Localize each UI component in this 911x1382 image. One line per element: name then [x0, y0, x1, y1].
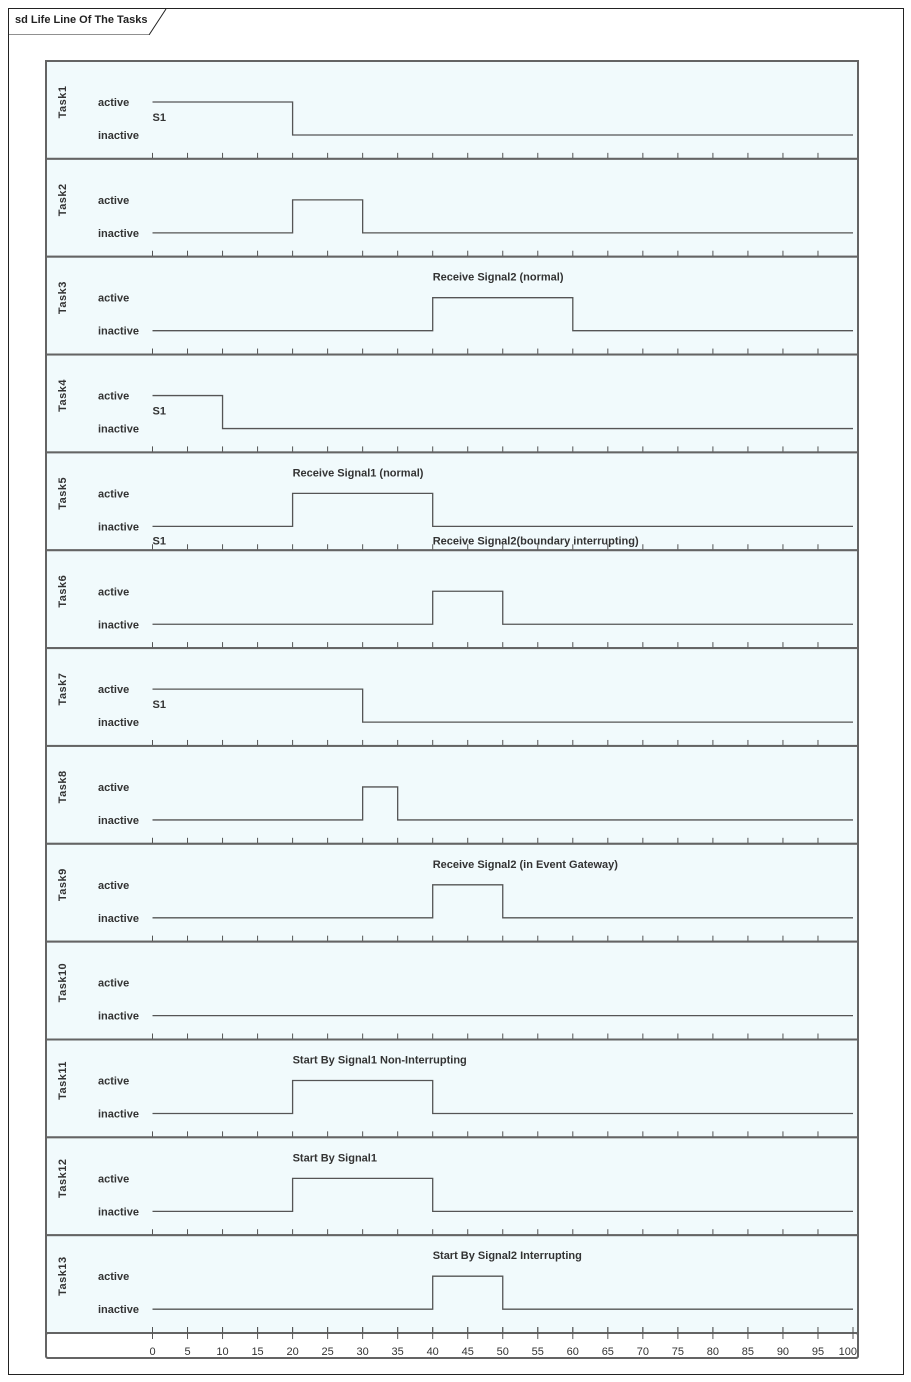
state-label-inactive: inactive — [98, 1304, 139, 1317]
axis-tick-label: 15 — [251, 1346, 264, 1359]
lifeline-task9 — [46, 844, 858, 942]
lifeline-task1 — [46, 61, 858, 159]
lifeline-name: Task11 — [56, 1060, 69, 1100]
state-label-active: active — [98, 390, 130, 403]
state-label-active: active — [98, 684, 130, 697]
lifeline-name: Task8 — [56, 770, 69, 804]
lifeline-name: Task13 — [56, 1256, 69, 1296]
message-label: Receive Signal2 (in Event Gateway) — [432, 858, 618, 871]
state-label-active: active — [98, 97, 130, 109]
state-label-inactive: inactive — [98, 912, 139, 925]
axis-band — [46, 1333, 858, 1358]
axis-tick-label: 70 — [636, 1346, 649, 1359]
message-label: Start By Signal1 — [292, 1152, 377, 1165]
state-label-active: active — [98, 977, 130, 990]
state-label-inactive: inactive — [98, 1206, 139, 1219]
axis-tick-label: 65 — [601, 1346, 614, 1359]
message-label: Start By Signal2 Interrupting — [432, 1250, 582, 1263]
lifeline-lanes — [46, 61, 858, 1358]
lifeline-task7 — [46, 648, 858, 746]
message-label: Start By Signal1 Non-Interrupting — [292, 1054, 467, 1067]
axis-tick-label: 30 — [356, 1346, 369, 1359]
message-label: S1 — [152, 405, 166, 418]
lifeline-name: Task3 — [56, 281, 69, 315]
message-label: S1 — [152, 699, 166, 712]
lifeline-task4 — [46, 355, 858, 453]
axis-tick-label: 100 — [838, 1346, 857, 1359]
lifeline-task13 — [46, 1235, 858, 1333]
lifeline-name: Task7 — [56, 672, 69, 706]
state-label-active: active — [98, 1173, 130, 1186]
state-label-inactive: inactive — [98, 521, 139, 534]
state-label-inactive: inactive — [98, 423, 139, 436]
axis-tick-label: 50 — [496, 1346, 509, 1359]
state-label-active: active — [98, 194, 130, 207]
lifeline-lane — [46, 61, 858, 159]
lifeline-task3 — [46, 257, 858, 355]
axis-tick-label: 45 — [461, 1346, 474, 1359]
lifeline-task10 — [46, 942, 858, 1040]
lifeline-task5 — [46, 452, 858, 550]
axis-tick-label: 35 — [391, 1346, 404, 1359]
axis-tick-label: 95 — [811, 1346, 825, 1359]
axis-tick-label: 75 — [671, 1346, 684, 1359]
message-label: Receive Signal2 (normal) — [432, 271, 564, 284]
axis-tick-label: 80 — [706, 1346, 720, 1359]
state-label-active: active — [98, 879, 130, 892]
lifeline-lane — [46, 746, 858, 844]
lifeline-name: Task5 — [56, 476, 69, 510]
axis-tick-label: 55 — [531, 1346, 544, 1359]
axis-tick-label: 60 — [566, 1346, 579, 1359]
axis-tick-label: 10 — [216, 1346, 229, 1359]
lifeline-lane — [46, 355, 858, 453]
lifeline-name: Task12 — [56, 1158, 69, 1199]
state-label-inactive: inactive — [98, 1108, 139, 1121]
state-label-active: active — [98, 1075, 130, 1088]
message-label: S1 — [152, 112, 166, 124]
lifeline-task2 — [46, 159, 858, 257]
lifeline-name: Task10 — [56, 962, 69, 1003]
lifeline-lane — [46, 942, 858, 1040]
message-label: S1 — [152, 535, 166, 548]
diagram-title: sd Life Line Of The Tasks — [15, 14, 148, 26]
state-label-inactive: inactive — [98, 717, 139, 730]
state-label-inactive: inactive — [98, 325, 139, 338]
state-label-active: active — [98, 586, 130, 599]
axis-tick-label: 20 — [286, 1346, 299, 1359]
axis-tick-label: 40 — [426, 1346, 439, 1359]
axis-tick-label: 25 — [321, 1346, 334, 1359]
state-label-active: active — [98, 1271, 130, 1284]
state-label-active: active — [98, 781, 130, 794]
state-label-inactive: inactive — [98, 1010, 139, 1023]
axis-tick-label: 90 — [776, 1346, 790, 1359]
state-label-inactive: inactive — [98, 227, 139, 240]
lifeline-name: Task9 — [56, 868, 69, 902]
axis-tick-label: 5 — [184, 1346, 191, 1359]
lifeline-task11 — [46, 1040, 858, 1138]
state-label-inactive: inactive — [98, 619, 139, 632]
lifeline-lane — [46, 1137, 858, 1235]
lifeline-lane — [46, 550, 858, 648]
lifeline-task12 — [46, 1137, 858, 1235]
lifeline-name: Task1 — [56, 85, 69, 119]
message-label: Receive Signal1 (normal) — [292, 467, 424, 480]
axis-tick-label: 85 — [741, 1346, 755, 1359]
lifeline-task8 — [46, 746, 858, 844]
lifeline-task6 — [46, 550, 858, 648]
lifeline-name: Task2 — [56, 183, 69, 217]
state-label-inactive: inactive — [98, 814, 139, 827]
axis-tick-label: 0 — [149, 1346, 156, 1359]
lifeline-lane — [46, 648, 858, 746]
state-label-inactive: inactive — [98, 130, 139, 142]
state-label-active: active — [98, 488, 130, 501]
lifeline-name: Task6 — [56, 574, 69, 608]
lifeline-name: Task4 — [56, 379, 69, 412]
message-label: Receive Signal2(boundary interrupting) — [432, 535, 639, 548]
lifeline-lane — [46, 159, 858, 257]
state-label-active: active — [98, 292, 130, 305]
